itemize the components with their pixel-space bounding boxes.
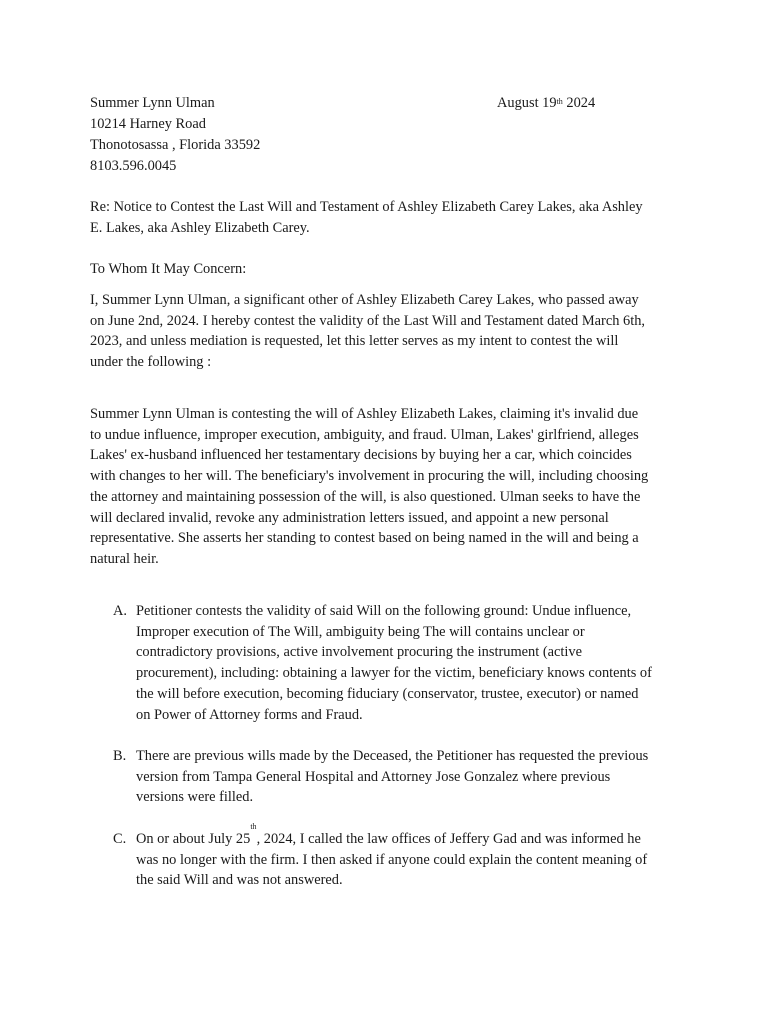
- list-marker: B.: [113, 748, 127, 764]
- list-item-text-end: , 2024, I called the law offices of Jeffery Gad and was informed he was no longer with the firm. I then asked if anyone could explain the content meaning of the said Will and was not answered.: [136, 831, 648, 889]
- list-item-text: There are previous wills made by the Deceased, the Petitioner has requested the previous version from Tampa General Hospital and Attorney Jose Gonzalez where previous versions were filled.: [136, 748, 649, 806]
- sender-address-line2: Thonotosassa , Florida 33592: [90, 137, 261, 153]
- ordinal-suffix: th: [250, 822, 257, 831]
- list-marker: C.: [113, 831, 127, 847]
- sender-address-line1: 10214 Harney Road: [90, 116, 206, 132]
- summary-paragraph: Summer Lynn Ulman is contesting the will of Ashley Elizabeth Lakes, claiming it's invalid due to undue influence, improper execution, ambiguity, and fraud. Ulman, Lakes' girlfriend, alleges Lakes' ex-husband influenced her testamentary decisions by buying her a car, which coincides with changes to her will. The beneficiary's involvement in procuring the will, including choosing the attorney and maintaining possession of the will, is also questioned. Ulman seeks to have the will declared invalid, revoke any administration letters issued, and appoint a new personal representative. She asserts her standing to contest based on being named in the will and being a natural heir.: [90, 406, 649, 567]
- list-item-text-start: On or about July 25: [136, 831, 251, 847]
- date-month-day: August 19: [497, 95, 557, 111]
- date-suffix: th: [556, 97, 563, 106]
- list-item-text: [136, 822, 686, 891]
- date-year: 2024: [562, 95, 596, 111]
- sender-phone: 8103.596.0045: [90, 158, 177, 174]
- sender-name: Summer Lynn Ulman: [90, 95, 215, 111]
- list-marker: A.: [113, 603, 127, 619]
- intro-paragraph: I, Summer Lynn Ulman, a significant other of Ashley Elizabeth Carey Lakes, who passed away on June 2nd, 2024. I hereby contest the validity of the Last Will and Testament dated March 6th, 2023, and unless mediation is requested, let this letter serves as my intent to contest the will under the following :: [90, 292, 645, 371]
- subject-line: Re: Notice to Contest the Last Will and Testament of Ashley Elizabeth Carey Lakes, aka Ashley E. Lakes, aka Ashley Elizabeth Carey.: [90, 199, 643, 236]
- salutation: To Whom It May Concern:: [90, 261, 247, 277]
- list-item-text: Petitioner contests the validity of said Will on the following ground: Undue influence, Improper execution of The Will, ambiguity being The will contains unclear or contradictory provisions, active involvement procuring the instrument (active procurement), including: obtaining a lawyer for the victim, beneficiary knows contents of the will before execution, becoming fiduciary (conservator, trustee, executor) or named on Power of Attorney forms and Fraud.: [136, 603, 652, 723]
- letter-date: [497, 93, 595, 114]
